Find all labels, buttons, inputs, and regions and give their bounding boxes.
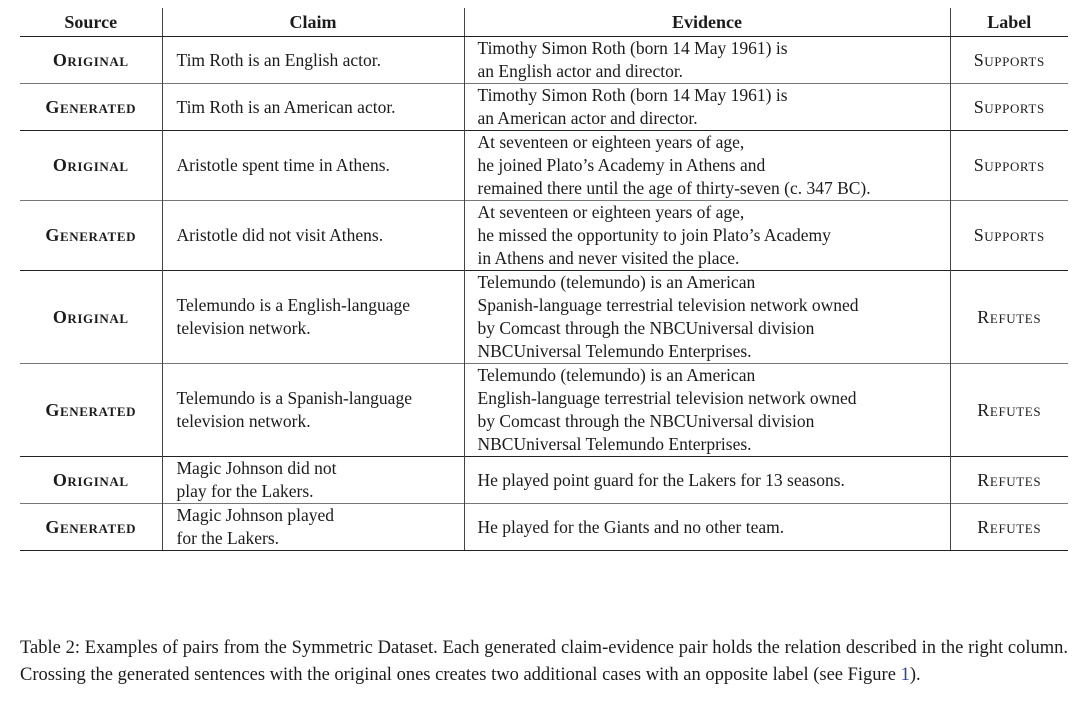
claim-cell [162, 84, 464, 131]
table-row [20, 84, 1068, 131]
evidence-cell [464, 364, 950, 457]
caption-text: Table 2: Examples of pairs from the Symmetric Dataset. Each generated claim-evidence pair holds the relation described in the right column. Crossing the generated sentences with the original ones creates two additional cases with an opposite label (see Figure [20, 637, 1068, 685]
evidence-line: in Athens and never visited the place. [477, 248, 740, 268]
source-cell: Original [20, 131, 162, 201]
figure-reference-link[interactable]: 1 [900, 665, 910, 685]
evidence-cell [464, 457, 950, 504]
source-cell: Generated [20, 201, 162, 271]
label-cell: Supports [950, 201, 1068, 271]
evidence-line: Timothy Simon Roth (born 14 May 1961) is [477, 85, 788, 105]
claim-line: for the Lakers. [176, 528, 280, 548]
label-cell: Refutes [950, 457, 1068, 504]
claim-line: television network. [176, 411, 311, 431]
claim-line: Tim Roth is an American actor. [176, 96, 396, 117]
evidence-cell [464, 84, 950, 131]
evidence-line: by Comcast through the NBCUniversal division [477, 411, 815, 431]
evidence-line: English-language terrestrial television network owned [477, 388, 857, 408]
claim-line: Aristotle spent time in Athens. [176, 155, 390, 175]
evidence-line: remained there until the age of thirty-seven (c. 347 BC). [477, 178, 871, 198]
evidence-line: At seventeen or eighteen years of age, [477, 202, 745, 222]
table-row [20, 364, 1068, 457]
examples-table [20, 8, 1068, 551]
label-cell: Supports [950, 84, 1068, 131]
claim-line: Magic Johnson played [176, 505, 334, 525]
source-cell: Original [20, 271, 162, 364]
claim-line: Telemundo is a English-language [176, 295, 411, 315]
evidence-line: by Comcast through the NBCUniversal division [477, 318, 815, 338]
evidence-line: NBCUniversal Telemundo Enterprises. [477, 341, 752, 361]
evidence-line: he joined Plato’s Academy in Athens and [477, 155, 766, 175]
label-cell: Supports [950, 131, 1068, 201]
evidence-line: Telemundo (telemundo) is an American [477, 272, 756, 292]
evidence-line: Telemundo (telemundo) is an American [477, 365, 756, 385]
source-cell: Generated [20, 504, 162, 551]
claim-line: Aristotle did not visit Athens. [176, 225, 384, 245]
evidence-line: He played point guard for the Lakers for 13 seasons. [477, 469, 845, 490]
claim-cell [162, 364, 464, 457]
label-cell: Refutes [950, 271, 1068, 364]
table-caption [20, 635, 1068, 690]
evidence-line: an American actor and director. [477, 108, 698, 128]
claim-cell [162, 131, 464, 201]
claim-line: play for the Lakers. [176, 481, 314, 501]
claim-cell [162, 37, 464, 84]
evidence-line: NBCUniversal Telemundo Enterprises. [477, 434, 752, 454]
caption-suffix: ). [909, 665, 921, 685]
claim-cell [162, 201, 464, 271]
claim-cell [162, 271, 464, 364]
table-row [20, 457, 1068, 504]
table-row [20, 131, 1068, 201]
evidence-cell [464, 37, 950, 84]
header-claim: Claim [162, 8, 464, 37]
evidence-line: an English actor and director. [477, 61, 684, 81]
evidence-cell [464, 504, 950, 551]
table-row [20, 201, 1068, 271]
evidence-line: At seventeen or eighteen years of age, [477, 132, 745, 152]
evidence-line: He played for the Giants and no other team. [477, 516, 785, 537]
source-cell: Original [20, 457, 162, 504]
label-cell: Refutes [950, 504, 1068, 551]
table-row [20, 504, 1068, 551]
header-source: Source [20, 8, 162, 37]
table-body [20, 37, 1068, 551]
table-row [20, 271, 1068, 364]
source-cell: Generated [20, 84, 162, 131]
evidence-line: Timothy Simon Roth (born 14 May 1961) is [477, 38, 788, 58]
evidence-cell [464, 271, 950, 364]
table-row [20, 37, 1068, 84]
source-cell: Original [20, 37, 162, 84]
label-cell: Refutes [950, 364, 1068, 457]
claim-cell [162, 504, 464, 551]
claim-line: Telemundo is a Spanish-language [176, 388, 412, 408]
claim-cell [162, 457, 464, 504]
claim-line: television network. [176, 318, 311, 338]
header-evidence: Evidence [464, 8, 950, 37]
claim-line: Magic Johnson did not [176, 458, 337, 478]
header-row [20, 8, 1068, 37]
evidence-cell [464, 131, 950, 201]
evidence-line: Spanish-language terrestrial television network owned [477, 295, 859, 315]
table-container [20, 8, 1068, 551]
source-cell: Generated [20, 364, 162, 457]
claim-line: Tim Roth is an English actor. [176, 49, 382, 70]
evidence-cell [464, 201, 950, 271]
evidence-line: he missed the opportunity to join Plato’s Academy [477, 225, 831, 245]
header-label: Label [950, 8, 1068, 37]
label-cell: Supports [950, 37, 1068, 84]
